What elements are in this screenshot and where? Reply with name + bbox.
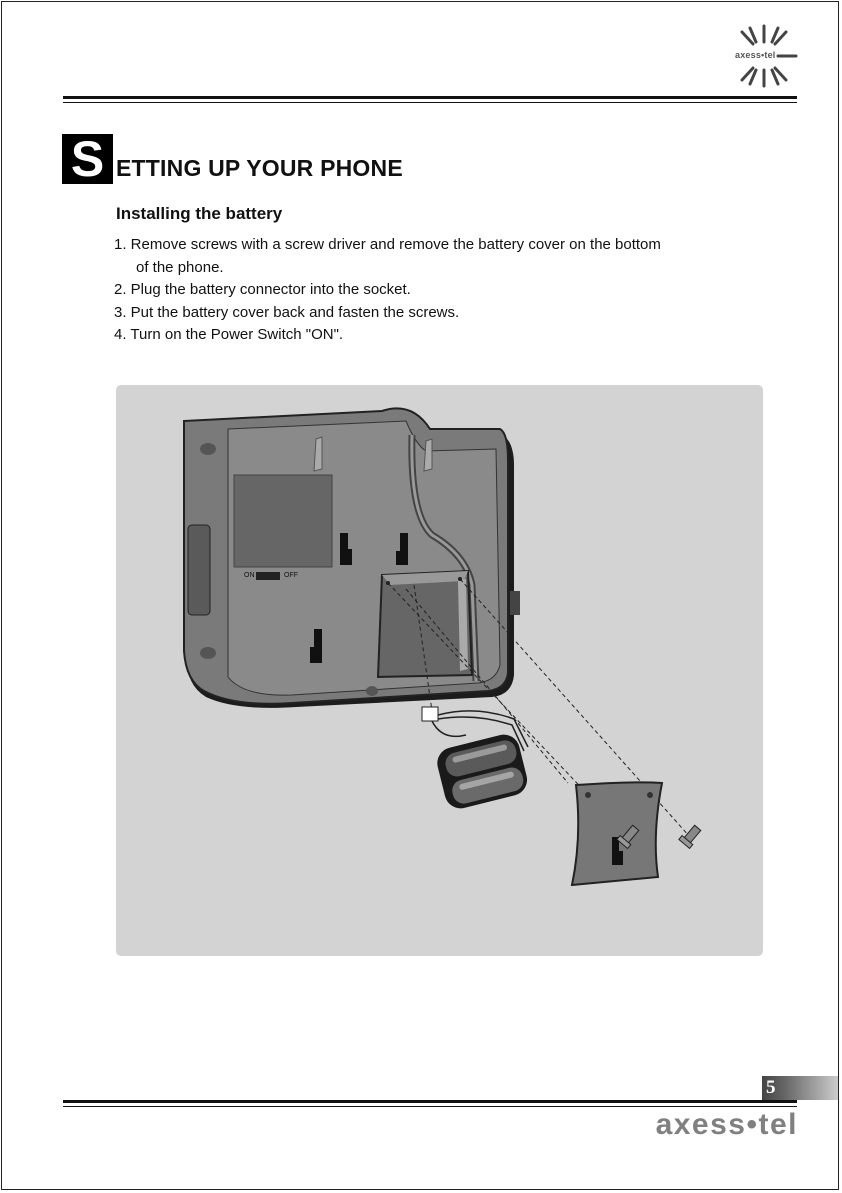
step-text: 3. Put the battery cover back and fasten the screws. bbox=[114, 303, 460, 321]
step-text-continued: of the phone. bbox=[136, 258, 224, 276]
battery-illustration-panel bbox=[116, 385, 763, 956]
step-text: 4. Turn on the Power Switch "ON". bbox=[114, 326, 344, 344]
instruction-step bbox=[114, 234, 754, 279]
footer-rule-thin bbox=[63, 1106, 797, 1107]
footer-brand-wordmark: axess•tel bbox=[655, 1108, 798, 1141]
drop-cap: S bbox=[62, 134, 113, 184]
section-title: ETTING UP YOUR PHONE bbox=[116, 155, 403, 181]
instruction-list bbox=[114, 234, 754, 347]
header-rule-thick bbox=[63, 96, 797, 99]
header-rule-thin bbox=[63, 102, 797, 103]
screw-2 bbox=[679, 823, 703, 848]
step-text: 1. Remove screws with a screw driver and remove the battery cover on the bottom bbox=[114, 236, 661, 253]
section-heading bbox=[62, 131, 403, 187]
instruction-step bbox=[114, 279, 754, 302]
logo-wordmark: axess•tel bbox=[735, 50, 776, 60]
switch-off-label: OFF bbox=[284, 572, 298, 579]
page-number: 5 bbox=[766, 1077, 776, 1098]
battery-pack bbox=[434, 731, 531, 811]
page-number-badge bbox=[762, 1076, 838, 1100]
brand-logo bbox=[728, 22, 800, 90]
battery-installation-diagram bbox=[116, 385, 763, 956]
subsection-title: Installing the battery bbox=[116, 204, 283, 223]
battery-cover bbox=[572, 782, 662, 885]
phone-base-illustration bbox=[184, 408, 520, 708]
footer-rule-thick bbox=[63, 1100, 797, 1103]
instruction-step bbox=[114, 302, 754, 325]
step-text: 2. Plug the battery connector into the socket. bbox=[114, 281, 411, 299]
switch-on-label: ON bbox=[244, 572, 255, 579]
instruction-step bbox=[114, 324, 754, 347]
